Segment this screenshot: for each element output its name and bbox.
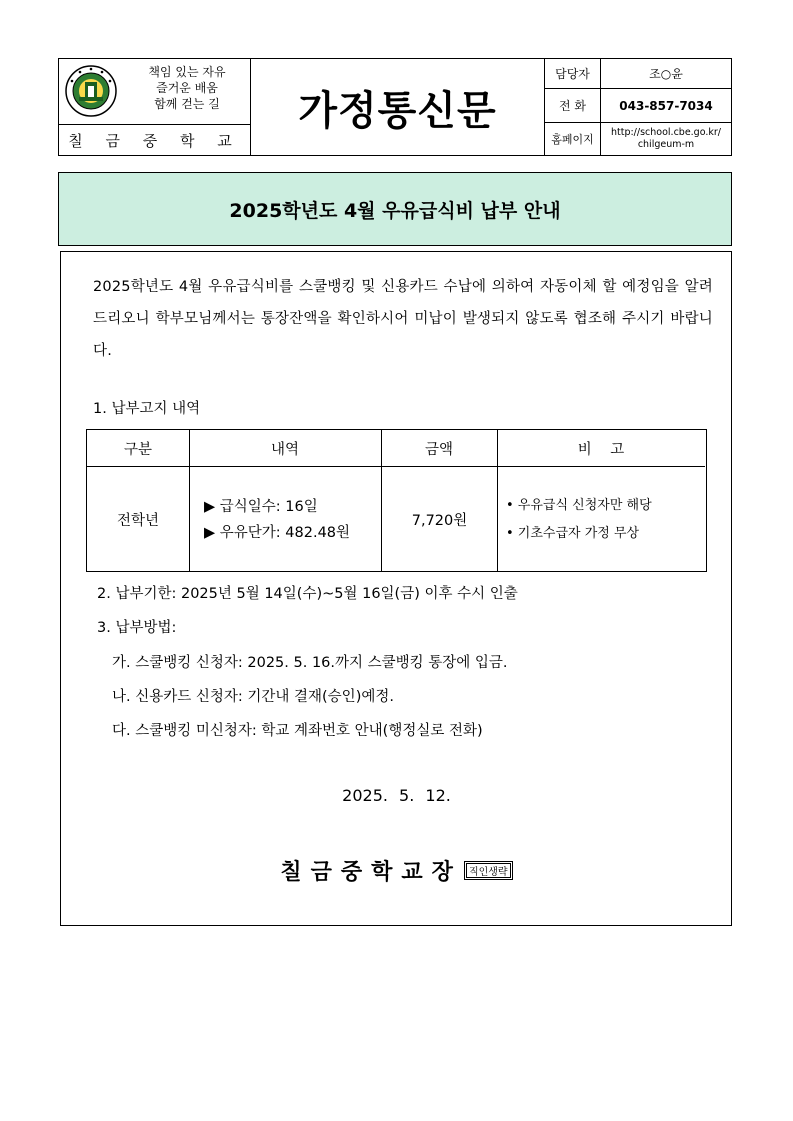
homepage-label: 홈페이지	[545, 123, 601, 155]
motto-line-2: 즐거운 배움	[156, 81, 218, 95]
section-1-title: 1. 납부고지 내역	[93, 401, 201, 417]
phone-label: 전 화	[545, 89, 601, 123]
school-name: 칠 금 중 학 교	[59, 125, 251, 155]
manager-label: 담당자	[545, 59, 601, 89]
seal-omitted-stamp: 직인생략	[464, 861, 513, 880]
homepage-value[interactable]	[601, 123, 731, 155]
method-item-non-applicant: 다. 스쿨뱅킹 미신청자: 학교 계좌번호 안내(행정실로 전화)	[112, 723, 483, 739]
notice-title-banner: 2025학년도 4월 우유급식비 납부 안내	[58, 172, 732, 246]
logo-motto-cell	[59, 59, 251, 125]
table-header-amount: 금액	[381, 430, 497, 467]
signature-line	[0, 855, 793, 886]
table-cell-notes	[498, 466, 713, 573]
note-applicants-only: • 우유급식 신청자만 해당	[506, 497, 652, 513]
manager-value: 조○윤	[601, 59, 731, 89]
homepage-url-line-2: chilgeum-m	[637, 139, 695, 150]
issue-date: 2025. 5. 12.	[342, 786, 451, 805]
principal-name: 칠금중학교장	[280, 860, 462, 885]
section-3-title: 3. 납부방법:	[97, 620, 177, 636]
phone-value: 043-857-7034	[601, 89, 731, 123]
table-header-category: 구분	[87, 430, 189, 467]
note-free-basic: • 기초수급자 가정 무상	[506, 525, 640, 541]
table-header-details: 내역	[189, 430, 381, 467]
detail-meal-days: ▶ 급식일수: 16일	[204, 498, 318, 515]
intro-paragraph: 2025학년도 4월 우유급식비를 스쿨뱅킹 및 신용카드 수납에 의하여 자동이체 할 예정임을 알려드리오니 학부모님께서는 통장잔액을 확인하시어 미납이 발생되지 않도록 협조해 주시기 바랍니다.	[93, 279, 713, 359]
document-title: 가정통신문	[251, 59, 545, 155]
section-2-deadline: 2. 납부기한: 2025년 5월 14일(수)~5월 16일(금) 이후 수시 인출	[97, 586, 518, 602]
motto-line-3: 함께 걷는 길	[154, 97, 220, 111]
motto-line-1: 책임 있는 자유	[148, 65, 226, 79]
table-cell-category: 전학년	[116, 513, 160, 529]
table-header-notes: 비 고	[497, 430, 705, 467]
payment-table	[86, 429, 707, 572]
school-emblem-icon	[65, 65, 117, 117]
method-item-schoolbanking: 가. 스쿨뱅킹 신청자: 2025. 5. 16.까지 스쿨뱅킹 통장에 입금.	[112, 655, 508, 671]
method-item-creditcard: 나. 신용카드 신청자: 기간내 결재(승인)예정.	[112, 689, 394, 705]
table-cell-details	[190, 466, 395, 573]
table-cell-amount: 7,720원	[411, 513, 468, 529]
letterhead	[58, 58, 732, 156]
detail-unit-price: ▶ 우유단가: 482.48원	[204, 524, 351, 541]
homepage-url-line-1: http://school.cbe.go.kr/	[610, 127, 721, 138]
